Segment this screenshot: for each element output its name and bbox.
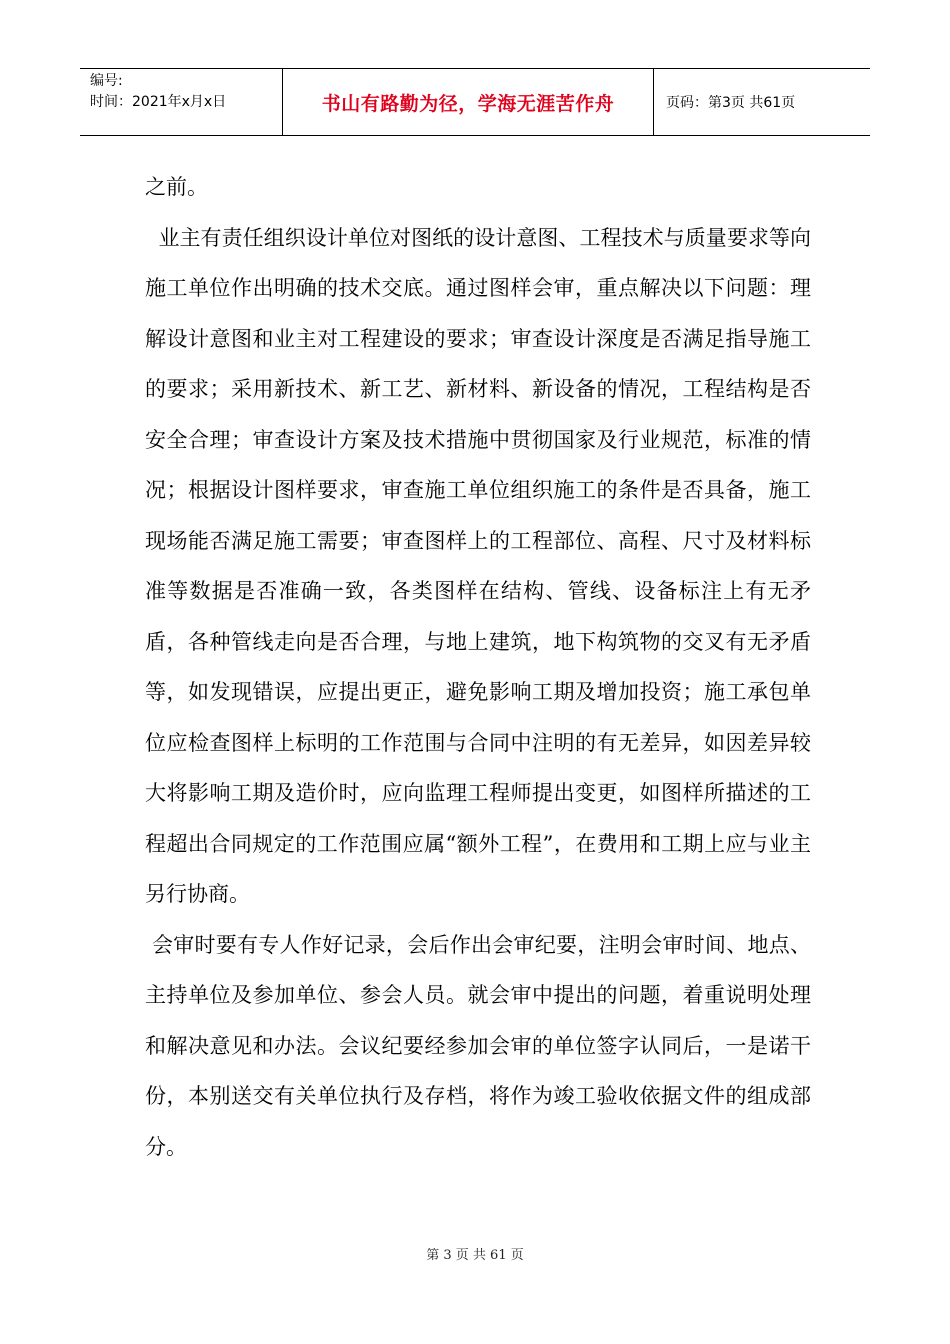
page-footer: 第 3 页 共 61 页 xyxy=(426,1248,524,1263)
page-header xyxy=(80,68,870,136)
document-body xyxy=(145,162,811,1172)
header-motto: 书山有路勤为径，学海无涯苦作舟 xyxy=(282,69,654,135)
document-time-label: 时间：2021年x月x日 xyxy=(90,94,227,110)
header-meta xyxy=(80,69,282,135)
header-page-info: 页码：第3页 共61页 xyxy=(666,95,796,111)
paragraph-3: 会审时要有专人作好记录，会后作出会审纪要，注明会审时间、地点、主持单位及参加单位、参会人员。就会审中提出的问题，着重说明处理和解决意见和办法。会议纪要经参加会审的单位签字认同后，一是诺干份，本别送交有关单位执行及存档，将作为竣工验收依据文件的组成部分。 xyxy=(145,932,811,1159)
paragraph-1: 之前。 xyxy=(145,175,208,199)
paragraph-2: 业主有责任组织设计单位对图纸的设计意图、工程技术与质量要求等向施工单位作出明确的技术交底。通过图样会审，重点解决以下问题：理解设计意图和业主对工程建设的要求；审查设计深度是否满足指导施工的要求；采用新技术、新工艺、新材料、新设备的情况，工程结构是否安全合理；审查设计方案及技术措施中贯彻国家及行业规范，标准的情况；根据设计图样要求，审查施工单位组织施工的条件是否具备，施工现场能否满足施工需要；审查图样上的工程部位、高程、尺寸及材料标准等数据是否准确一致，各类图样在结构、管线、设备标注上有无矛盾，各种管线走向是否合理，与地上建筑，地下构筑物的交叉有无矛盾等，如发现错误，应提出更正，避免影响工期及增加投资；施工承包单位应检查图样上标明的工作范围与合同中注明的有无差异，如因差异较大将影响工期及造价时，应向监理工程师提出变更，如图样所描述的工程超出合同规定的工作范围应属“额外工程”，在费用和工期上应与业主另行协商。 xyxy=(145,225,811,906)
document-number-label: 编号: xyxy=(90,73,123,89)
